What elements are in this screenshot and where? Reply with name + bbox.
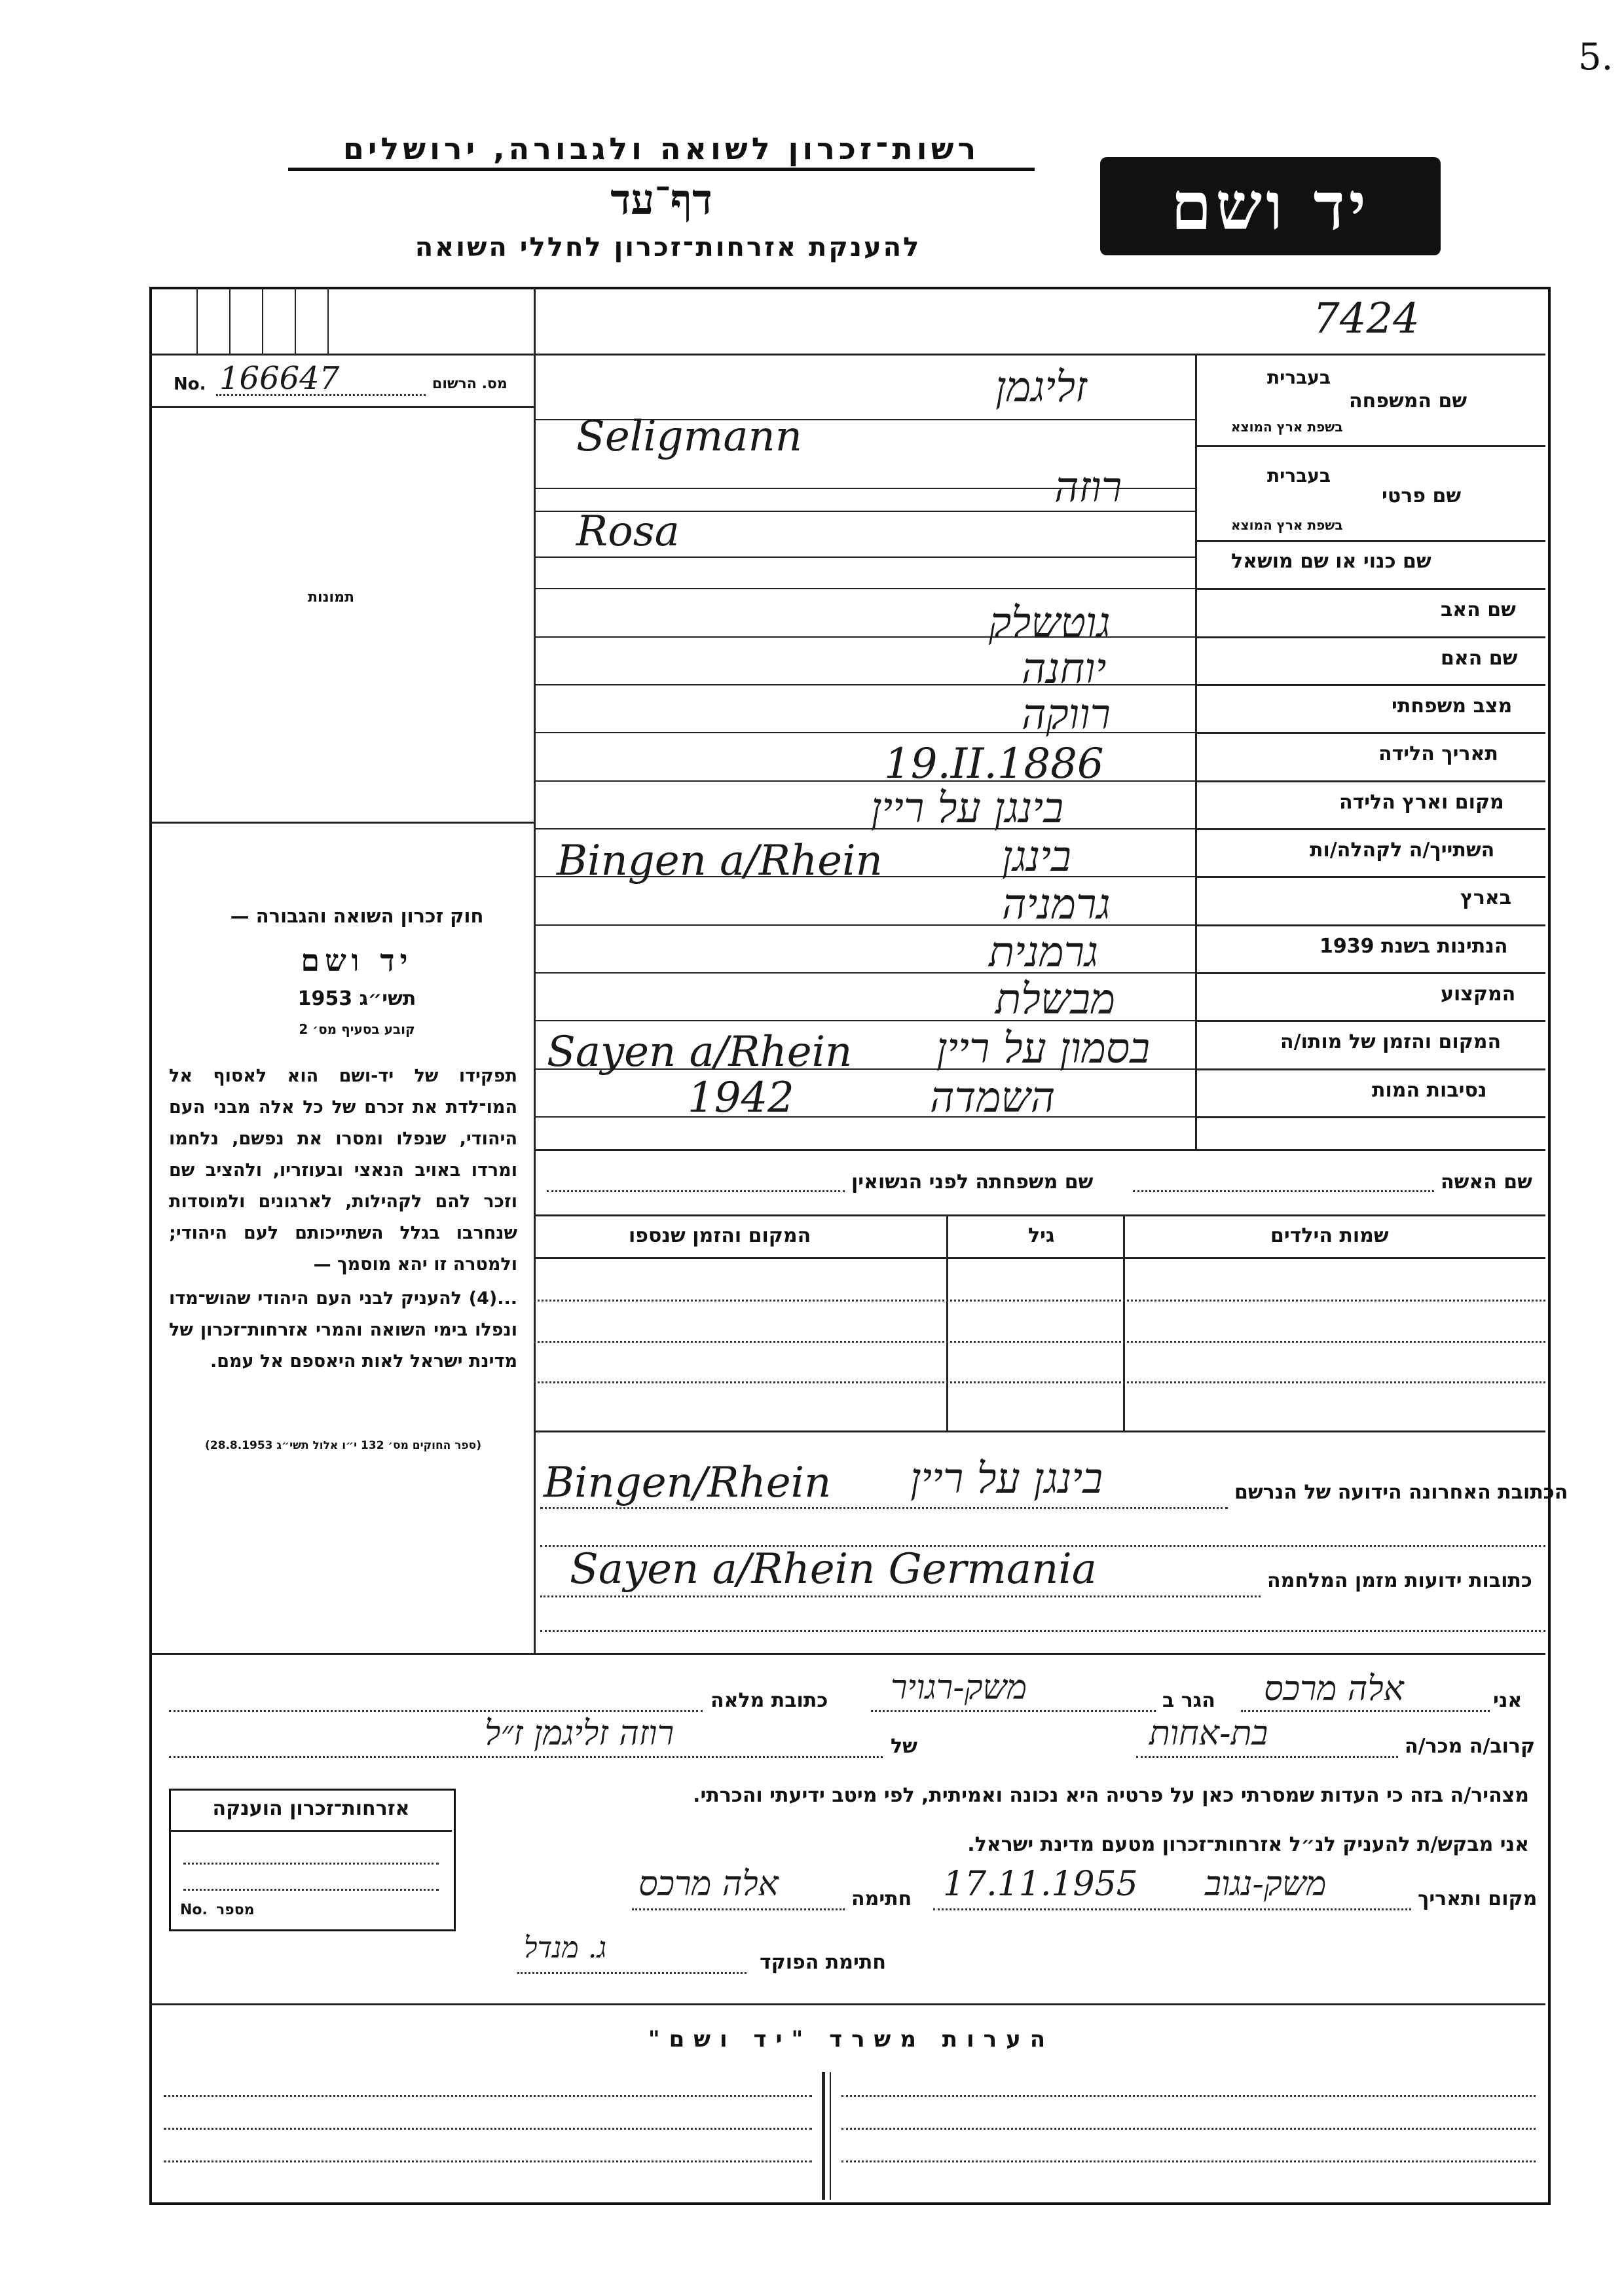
community-hebrew-value: בינגן [1002, 833, 1071, 881]
law-name: יד ושם [301, 943, 413, 978]
country-label: בארץ [1460, 886, 1512, 909]
war-addresses-value: Sayen a/Rhein Germania [570, 1545, 1097, 1594]
authority-title: רשות־זכרון לשואה ולגבורה, ירושלים [288, 131, 1035, 171]
reg-label: מס. הרשום [432, 376, 507, 392]
date-value: 17.11.1955 [943, 1865, 1138, 1904]
i-label: אני [1493, 1689, 1522, 1712]
office-notes-title: הערות משרד "יד ושם" [648, 2026, 1055, 2052]
first-name-hebrew-value: רוזה [1054, 464, 1122, 512]
family-name-label: שם המשפחה [1349, 390, 1467, 412]
place-value: משק-נגוב [1205, 1865, 1327, 1904]
signature-value: אלה מרכס [638, 1865, 779, 1904]
citizenship-number-label: מספר [216, 1902, 255, 1918]
resides-label: הגר ב [1162, 1689, 1215, 1712]
marital-value: רווקה [1022, 691, 1111, 739]
community-label: השתייך/ה לקהלה/ות [1310, 839, 1495, 862]
registration-number: 166647 [219, 360, 340, 397]
page-number: 5. [1578, 36, 1614, 79]
hebrew-label: בעברית [1267, 367, 1331, 388]
father-label: שם האב [1441, 598, 1516, 621]
mother-value: יוחנה [1022, 645, 1107, 693]
declarant-name: אלה מרכס [1264, 1669, 1404, 1709]
profession-value: מבשלת [995, 975, 1116, 1024]
death-circ-label: נסיבות המות [1372, 1079, 1487, 1102]
photo-label: תמונות [308, 589, 355, 606]
family-name-origin-value: Seligmann [576, 412, 802, 461]
law-title: חוק זכרון השואה והגבורה — [230, 905, 484, 927]
nickname-label: שם כנוי או שם מושאל [1231, 550, 1431, 573]
form-title: דף־עד [610, 175, 712, 225]
country-value: גרמניה [1002, 881, 1111, 929]
death-place-origin-value: Sayen a/Rhein [547, 1028, 853, 1076]
husband-label: שם האשה [1441, 1171, 1532, 1194]
officer-signature-value: ג. מנדל [524, 1931, 607, 1965]
reg-no-label: No. [174, 374, 206, 394]
sheet-number: 7424 [1313, 295, 1420, 343]
citizenship-value: גרמנית [989, 928, 1099, 977]
of-label: של [891, 1735, 917, 1758]
last-address-origin-value: Bingen/Rhein [544, 1459, 832, 1507]
hebrew-label-2: בעברית [1267, 465, 1331, 486]
father-value: גוטשלק [989, 599, 1111, 647]
citizenship-label: הנתינות בשנת 1939 [1320, 935, 1508, 958]
relative-label: קרוב/ה מכר/ה [1405, 1735, 1536, 1758]
logo-text: יד ושם [1171, 168, 1370, 245]
last-address-hebrew-value: בינגן על ריין [910, 1455, 1103, 1503]
place-date-label: מקום ותאריך [1418, 1887, 1538, 1910]
relation-value: בת-אחות [1149, 1714, 1268, 1753]
birth-date-value: 19.II.1886 [884, 740, 1104, 788]
marital-label: מצב משפחתי [1392, 695, 1513, 718]
law-paragraph-1: תפקידו של יד-ושם הוא לאסוף אל המו־לדת את זכרם של כל אלה מבני העם היהודי, שנפלו ומסרו את נפשם, נלחמו ומרדו באויב הנאצי ובעוזריו, ולהציב שם וזכר להם לקהילות, לארגונים ולמוסדות שנחרבו בגלל השתייכותם לעם היהודי; ולמטרה זו יהא מוסמך — [169, 1066, 517, 1275]
profession-label: המקצוע [1441, 983, 1516, 1006]
children-names-header: שמות הילדים [1270, 1224, 1389, 1247]
first-name-label: שם פרטי [1382, 484, 1462, 507]
statement-text: מצהיר/ה בזה כי העדות שמסרתי כאן על פרטיה היא נכונה ואמיתית, לפי מיטב ידיעתי והכרתי. [693, 1784, 1529, 1807]
birth-date-label: תאריך הלידה [1378, 742, 1498, 765]
law-paragraph-2: ...(4) להעניק לבני העם היהודי שהוש־מדו ונפלו בימי השואה והמרי אזרחות־זכרון של מדינת ישראל לאות היאספם אל עמם. [169, 1288, 517, 1372]
birth-place-value: בינגן על ריין [871, 784, 1064, 833]
law-clause: קובע בסעיף מס׳ 2 [299, 1021, 415, 1037]
law-citation: (ספר החוקים מס׳ 132 י״ו אלול תשי״ג 28.8.1953) [205, 1439, 481, 1452]
first-name-origin-value: Rosa [576, 507, 680, 556]
signature-label: חתימה [851, 1887, 912, 1910]
death-place-hebrew-value: בסמון על ריין [936, 1025, 1151, 1073]
law-year: תשי״ג 1953 [297, 987, 416, 1010]
resides-value: משק-רגויר [891, 1668, 1027, 1707]
origin-lang-label: בשפת ארץ המוצא [1231, 419, 1343, 435]
child-place-header: המקום והזמן שנספו [629, 1224, 811, 1247]
citizenship-granted-title: אזרחות־זכרון הוענקה [212, 1797, 410, 1820]
yad-vashem-logo [1100, 157, 1441, 255]
community-origin-value: Bingen a/Rhein [557, 837, 883, 885]
officer-signature-label: חתימת הפוקד [760, 1951, 886, 1974]
death-place-label: המקום והזמן של מותו/ה [1280, 1030, 1502, 1053]
form-subtitle: להענקת אזרחות־זכרון לחללי השואה [415, 232, 921, 263]
child-age-header: גיל [1028, 1224, 1055, 1247]
death-circ-value: השמדה [930, 1074, 1056, 1122]
maiden-name-label: שם משפחתה לפני הנשואין [851, 1171, 1094, 1194]
family-name-hebrew-value: זליגמן [995, 363, 1087, 412]
war-addresses-label: כתובות ידועות מזמן המלחמה [1267, 1569, 1532, 1592]
birth-place-label: מקום וארץ הלידה [1339, 791, 1504, 814]
death-year-value: 1942 [688, 1074, 794, 1122]
last-address-label: הכתובת האחרונה הידועה של הנרשם [1234, 1481, 1568, 1504]
mother-label: שם האם [1441, 647, 1518, 670]
full-address-label: כתובת מלאה [710, 1689, 828, 1712]
citizenship-no-label: No. [180, 1902, 208, 1918]
request-text: אני מבקש/ת להעניק לנ״ל אזרחות־זכרון מטעם מדינת ישראל. [967, 1833, 1529, 1856]
origin-lang-label-2: בשפת ארץ המוצא [1231, 517, 1343, 533]
of-value: רוזה זליגמן ז״ל [485, 1714, 674, 1753]
